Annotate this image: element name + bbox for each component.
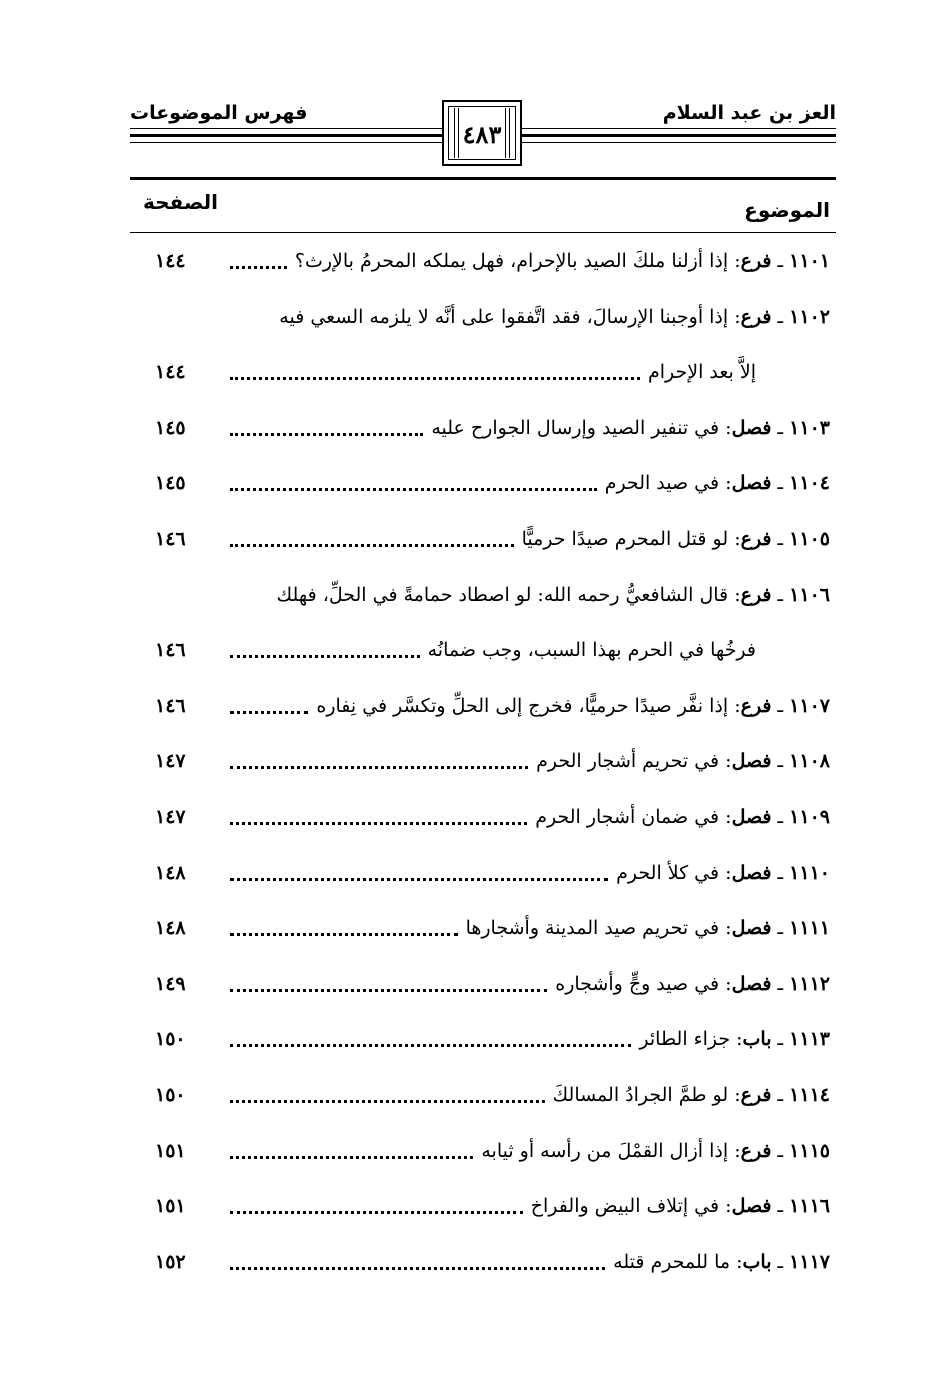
entry-title: في إتلاف البيض والفراخ	[530, 1195, 720, 1218]
entry-page-number: ١٤٤	[155, 361, 186, 384]
entry-separator: ـ	[771, 1028, 790, 1051]
entry-colon: :	[730, 1028, 743, 1051]
toc-entry	[135, 967, 830, 1023]
toc-entry	[135, 1189, 830, 1245]
toc-entry-line	[135, 633, 830, 673]
entry-page-number: ١٥١	[155, 1195, 186, 1218]
toc-entry-line	[135, 1134, 830, 1174]
leader-dots	[230, 488, 597, 491]
entry-type: فصل	[731, 416, 772, 439]
toc-entry-line	[135, 689, 830, 729]
toc-entry-line	[135, 355, 830, 395]
entry-colon: :	[728, 1139, 741, 1162]
toc-entry	[135, 689, 830, 745]
entry-colon: :	[728, 694, 741, 717]
entry-page-number: ١٤٧	[155, 750, 186, 773]
toc-entry	[135, 300, 830, 411]
entry-colon: :	[719, 750, 732, 773]
entry-title: إذا أوجبنا الإرسالَ، فقد اتَّفقوا على أنَّه لا يلزمه السعي فيه	[279, 305, 729, 328]
toc-entry-line	[135, 856, 830, 896]
toc-entry	[135, 744, 830, 800]
toc-entry	[135, 466, 830, 522]
entry-title: في صيد وجٍّ وأشجاره	[555, 972, 720, 995]
entry-number: ١١١٢	[789, 972, 830, 995]
entry-page-number: ١٥٠	[155, 1084, 186, 1106]
leader-dots	[230, 989, 547, 992]
running-header-section: فهرس الموضوعات	[130, 102, 308, 124]
entry-type: فرع	[740, 583, 772, 606]
entry-page-number: ١٥١	[155, 1139, 186, 1162]
leader-dots	[230, 544, 514, 547]
entry-separator: ـ	[771, 972, 790, 995]
entry-colon: :	[719, 972, 732, 995]
entry-type: فرع	[740, 528, 772, 550]
entry-page-number: ١٥٢	[155, 1250, 186, 1273]
toc-entry-text	[428, 639, 756, 661]
toc-entry-line	[135, 744, 830, 784]
toc-entry-line	[135, 800, 830, 840]
entry-separator: ـ	[771, 250, 790, 272]
toc-entry-text	[277, 584, 830, 606]
column-header-topic: الموضوع	[744, 198, 830, 222]
entry-page-number: ١٥٠	[155, 1028, 186, 1051]
leader-dots	[230, 822, 527, 825]
entry-title: في تحريم صيد المدينة وأشجارها	[465, 917, 720, 940]
entry-number: ١١٠٨	[789, 750, 830, 773]
toc-entry-line	[135, 1245, 830, 1285]
entry-title: إذا نفَّر صيدًا حرميًّا، فخرج إلى الحلِّ وتكسَّر في نِفاره	[316, 694, 729, 717]
entry-title: إذا أزلنا ملكَ الصيد بالإحرام، فهل يملكه المحرمُ بالإرث؟	[294, 250, 729, 272]
entry-number: ١١٠٥	[789, 528, 830, 550]
entry-page-number: ١٤٥	[155, 416, 186, 439]
entry-colon: :	[719, 917, 732, 940]
toc-entry-line	[135, 1022, 830, 1062]
entry-title: إلاَّ بعد الإحرام	[647, 361, 756, 384]
entry-type: فصل	[731, 1195, 772, 1218]
leader-dots	[230, 1267, 605, 1270]
entry-page-number: ١٤٧	[155, 806, 186, 828]
toc-entry	[135, 244, 830, 300]
toc-entry-text	[613, 1251, 830, 1273]
leader-dots	[230, 1156, 473, 1159]
entry-separator: ـ	[771, 694, 790, 717]
entry-separator: ـ	[771, 305, 790, 328]
entry-number: ١١١١	[789, 917, 830, 940]
toc-entry-text	[553, 1084, 830, 1106]
toc-entry	[135, 522, 830, 578]
leader-dots	[230, 1211, 523, 1214]
entry-separator: ـ	[771, 1250, 790, 1273]
entry-type: فرع	[740, 694, 772, 717]
toc-entry	[135, 1245, 830, 1301]
entry-page-number: ١٤٦	[155, 528, 186, 550]
entry-colon: :	[719, 806, 732, 828]
leader-dots	[230, 766, 528, 769]
entry-number: ١١٠٦	[789, 583, 830, 606]
entry-number: ١١٠٢	[789, 305, 830, 328]
entry-type: باب	[742, 1028, 772, 1051]
entry-number: ١١١٣	[789, 1028, 830, 1051]
entry-separator: ـ	[771, 1195, 790, 1218]
toc-entry-text	[605, 472, 830, 494]
toc-entry-text	[639, 1028, 830, 1050]
leader-dots	[230, 711, 308, 714]
toc-entry	[135, 911, 830, 967]
entry-colon: :	[728, 583, 741, 606]
toc-entry-line	[135, 522, 830, 562]
entry-number: ١١١٦	[789, 1195, 830, 1218]
entry-title: ما للمحرم قتله	[613, 1250, 731, 1273]
toc-entry	[135, 411, 830, 467]
entry-title: في صيد الحرم	[604, 472, 720, 495]
toc-entry-line	[135, 300, 830, 340]
entry-separator: ـ	[771, 1084, 790, 1106]
column-header-page: الصفحة	[143, 190, 219, 214]
entry-type: فصل	[731, 972, 772, 995]
toc-entry-text	[555, 973, 830, 995]
entry-title: في كلأ الحرم	[616, 861, 720, 884]
entry-colon: :	[719, 861, 732, 884]
entry-page-number: ١٤٥	[155, 472, 186, 495]
entry-number: ١١١٧	[789, 1250, 830, 1273]
entry-title: قال الشافعيُّ رحمه الله: لو اصطاد حمامةً في الحلِّ، فهلك	[276, 583, 729, 606]
toc-entry-text	[279, 306, 830, 328]
entry-page-number: ١٤٤	[155, 250, 186, 272]
entry-title: فرخُها في الحرم بهذا السبب، وجب ضمانُه	[427, 639, 756, 662]
entry-colon: :	[728, 250, 741, 272]
entry-separator: ـ	[771, 528, 790, 550]
toc-entry-line	[135, 1078, 830, 1118]
entry-page-number: ١٤٩	[155, 972, 186, 995]
toc-entry	[135, 1022, 830, 1078]
entry-title: لو طمَّ الجرادُ المسالكَ	[552, 1084, 729, 1106]
toc-entry	[135, 856, 830, 912]
toc-entry-text	[522, 528, 830, 550]
toc-entry-text	[648, 361, 756, 383]
toc-entry-text	[531, 1195, 830, 1217]
toc-entry-text	[295, 250, 830, 272]
toc-entry-text	[536, 750, 830, 772]
toc-entry	[135, 1078, 830, 1134]
page-number: ٤٨٣	[462, 120, 502, 149]
entry-title: في ضمان أشجار الحرم	[535, 806, 720, 828]
entry-page-number: ١٤٨	[155, 861, 186, 884]
toc-entry-line	[135, 911, 830, 951]
entry-colon: :	[728, 1084, 741, 1106]
leader-dots	[230, 933, 458, 936]
entry-number: ١١١٤	[789, 1084, 830, 1106]
toc-entry-text	[535, 806, 830, 828]
toc-entry	[135, 1134, 830, 1190]
toc-entry-line	[135, 1189, 830, 1229]
toc-entry-text	[466, 917, 830, 939]
entry-separator: ـ	[771, 750, 790, 773]
entry-number: ١١٠١	[789, 250, 830, 272]
entry-number: ١١١٠	[789, 861, 830, 884]
entry-title: جزاء الطائر	[639, 1028, 731, 1051]
entry-page-number: ١٤٨	[155, 917, 186, 940]
entry-type: فصل	[731, 750, 772, 773]
columns-rule-top	[130, 177, 836, 180]
entry-colon: :	[728, 528, 741, 550]
entry-type: فرع	[740, 305, 772, 328]
entry-separator: ـ	[771, 583, 790, 606]
toc-entry-line	[135, 411, 830, 451]
entry-type: فصل	[731, 917, 772, 940]
entry-number: ١١٠٩	[789, 806, 830, 828]
entry-type: فرع	[740, 1084, 772, 1106]
entry-number: ١١٠٣	[789, 416, 830, 439]
entry-type: فرع	[740, 250, 772, 272]
entry-number: ١١٠٧	[789, 694, 830, 717]
entry-separator: ـ	[771, 1139, 790, 1162]
toc-entry	[135, 800, 830, 856]
leader-dots	[230, 1100, 545, 1103]
entry-number: ١١٠٤	[789, 472, 830, 495]
entry-separator: ـ	[771, 416, 790, 439]
leader-dots	[230, 266, 287, 269]
entry-type: فصل	[731, 861, 772, 884]
toc-entry-text	[481, 1140, 830, 1162]
entry-type: باب	[742, 1250, 772, 1273]
entry-colon: :	[728, 305, 741, 328]
entry-title: إذا أزال القمْلَ من رأسه أو ثيابه	[481, 1139, 729, 1162]
leader-dots	[230, 878, 608, 881]
entry-title: لو قتل المحرم صيدًا حرميًّا	[521, 528, 729, 550]
running-header-author: العز بن عبد السلام	[662, 102, 836, 124]
entry-type: فرع	[740, 1139, 772, 1162]
entry-separator: ـ	[771, 806, 790, 828]
entry-type: فصل	[731, 472, 772, 495]
entry-page-number: ١٤٦	[155, 639, 186, 662]
page-number-frame	[442, 100, 522, 166]
entry-separator: ـ	[771, 472, 790, 495]
toc-entry-line	[135, 967, 830, 1007]
entry-colon: :	[719, 472, 732, 495]
leader-dots	[230, 377, 640, 380]
entry-separator: ـ	[771, 917, 790, 940]
entry-type: فصل	[731, 806, 772, 828]
entry-colon: :	[730, 1250, 743, 1273]
entry-title: في تنفير الصيد وإرسال الجوارح عليه	[431, 416, 720, 439]
toc-entry-line	[135, 466, 830, 506]
toc-entry-line	[135, 578, 830, 618]
entry-colon: :	[719, 1195, 732, 1218]
leader-dots	[230, 655, 420, 658]
toc-entry-text	[316, 695, 830, 717]
entry-colon: :	[719, 416, 732, 439]
entry-title: في تحريم أشجار الحرم	[536, 750, 720, 773]
leader-dots	[230, 1044, 631, 1047]
leader-dots	[230, 433, 423, 436]
toc-entry-text	[431, 417, 830, 439]
entry-number: ١١١٥	[789, 1139, 830, 1162]
entry-page-number: ١٤٦	[155, 694, 186, 717]
entry-separator: ـ	[771, 861, 790, 884]
toc-entry	[135, 578, 830, 689]
columns-rule-bottom	[130, 232, 836, 233]
toc-entry-line	[135, 244, 830, 284]
toc-entry-text	[616, 862, 830, 884]
